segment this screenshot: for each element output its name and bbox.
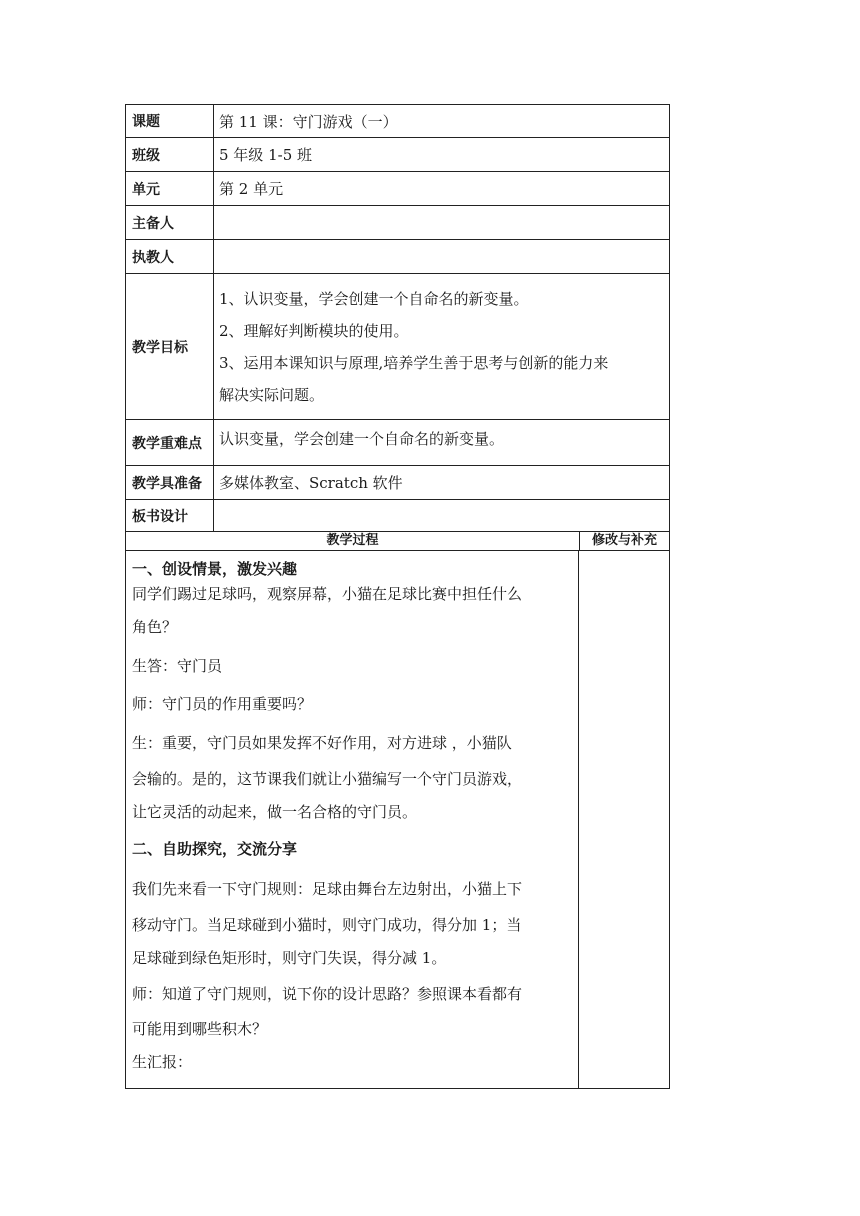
section-2-title: 二、自助探究，交流分享: [132, 840, 298, 858]
row-key-points: [125, 420, 670, 466]
row-topic: [125, 104, 670, 138]
label-unit: 单元: [126, 172, 214, 205]
goal-item: 3、运用本课知识与原理,培养学生善于思考与创新的能力来: [219, 354, 609, 372]
goal-item: 2、理解好判断模块的使用。: [219, 322, 409, 340]
label-prep: 教学具准备: [126, 466, 214, 499]
process-body-row: [125, 551, 670, 1089]
paragraph-line: 生汇报：: [132, 1053, 193, 1071]
section-1-title: 一、创设情景，激发兴趣: [132, 560, 298, 578]
paragraph-line: 让它灵活的动起来，做一名合格的守门员。: [132, 803, 418, 821]
row-board: [125, 500, 670, 532]
process-header: 教学过程: [126, 532, 580, 550]
value-topic: 第 11 课：守门游戏（一）: [219, 112, 398, 131]
value-preparer: [214, 206, 669, 239]
notes-column: [579, 551, 669, 1088]
paragraph-line: 我们先来看一下守门规则：足球由舞台左边射出，小猫上下: [132, 880, 523, 898]
row-class: [125, 138, 670, 172]
paragraph-line: 足球碰到绿色矩形时，则守门失误，得分减 1。: [132, 949, 447, 967]
value-teacher: [214, 240, 669, 273]
paragraph-line: 角色？: [132, 618, 178, 636]
process-header-row: [125, 532, 670, 551]
label-topic: 课题: [126, 105, 214, 137]
value-key-points: 认识变量，学会创建一个自命名的新变量。: [219, 430, 505, 448]
value-prep: 多媒体教室、Scratch 软件: [219, 474, 403, 492]
row-goals: [125, 274, 670, 420]
paragraph-line: 师：守门员的作用重要吗？: [132, 695, 313, 713]
paragraph-line: 会输的。是的，这节课我们就让小猫编写一个守门员游戏，: [132, 770, 523, 788]
paragraph-line: 可能用到哪些积木？: [132, 1020, 268, 1038]
paragraph-line: 生答：守门员: [132, 657, 223, 675]
paragraph-line: 师：知道了守门规则，说下你的设计思路？参照课本看都有: [132, 985, 523, 1003]
label-class: 班级: [126, 138, 214, 171]
value-unit: 第 2 单元: [219, 180, 284, 198]
value-board: [214, 500, 669, 531]
value-class: 5 年级 1-5 班: [219, 146, 313, 164]
goal-item: 1、认识变量，学会创建一个自命名的新变量。: [219, 290, 529, 308]
label-preparer: 主备人: [126, 206, 214, 239]
paragraph-line: 生：重要，守门员如果发挥不好作用，对方进球 ，小猫队: [132, 734, 512, 752]
label-goals: 教学目标: [126, 274, 214, 419]
row-prep: [125, 466, 670, 500]
goals-list: [214, 274, 669, 419]
goal-item: 解决实际问题。: [219, 386, 325, 404]
label-key-points: 教学重难点: [126, 420, 214, 465]
row-preparer: [125, 206, 670, 240]
notes-header: 修改与补充: [591, 533, 657, 548]
paragraph-line: 同学们踢过足球吗，观察屏幕，小猫在足球比赛中担任什么: [132, 585, 523, 603]
row-teacher: [125, 240, 670, 274]
row-unit: [125, 172, 670, 206]
process-content: [126, 551, 579, 1088]
lesson-plan-table: [125, 104, 670, 1089]
label-teacher: 执教人: [126, 240, 214, 273]
paragraph-line: 移动守门。当足球碰到小猫时，则守门成功，得分加 1；当: [132, 916, 522, 934]
label-board: 板书设计: [126, 500, 214, 531]
